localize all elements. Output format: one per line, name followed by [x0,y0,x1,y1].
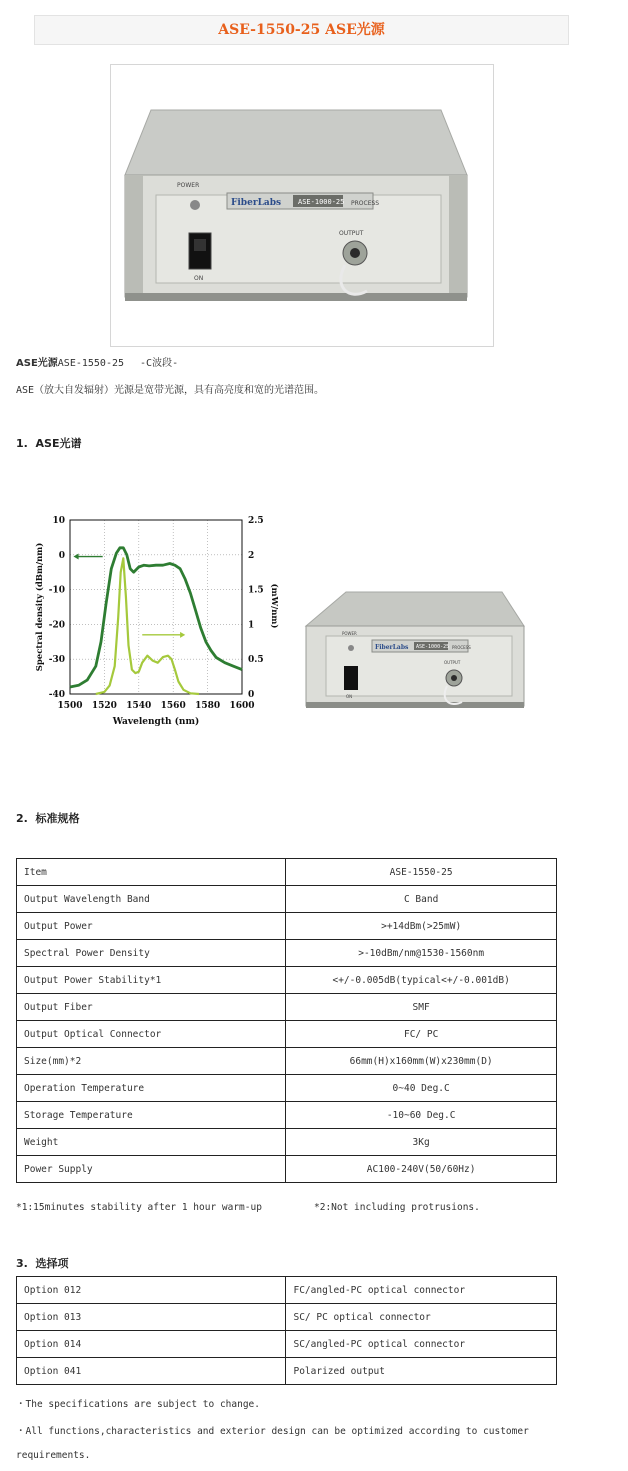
spec-row [17,1048,557,1075]
spec-value-cell: FC/ PC [286,1021,557,1048]
spec-label-cell: Power Supply [17,1156,286,1183]
page-title: ASE-1550-25 ASE光源 [34,15,569,45]
spec-note-2: *2:Not including protrusions. [314,1202,480,1213]
svg-text:PROCESS: PROCESS [351,200,380,207]
option-label-cell: Option 012 [17,1277,286,1304]
product-name-rest: ASE-1550-25 -C波段- [57,358,179,369]
svg-text:POWER: POWER [342,631,357,636]
options-table [16,1276,557,1385]
option-label-cell: Option 014 [17,1331,286,1358]
svg-text:OUTPUT: OUTPUT [339,230,364,237]
spec-value-cell: >+14dBm(>25mW) [286,913,557,940]
option-row [17,1358,557,1385]
spec-value-cell: 66mm(H)x160mm(W)x230mm(D) [286,1048,557,1075]
svg-text:FiberLabs: FiberLabs [375,644,409,651]
chart-y-tick-label: -40 [48,690,65,700]
footer-note-1: ・The specifications are subject to change. [16,1399,260,1410]
product-name-line [16,354,178,369]
chart-y-tick-label: -20 [48,620,65,631]
ase-spectrum-chart [20,508,280,728]
section-1-heading [16,435,81,451]
spec-row [17,1156,557,1183]
section-2-heading [16,810,80,826]
spec-value-cell: -10~60 Deg.C [286,1102,557,1129]
spec-label-cell: Output Power [17,913,286,940]
option-value-cell: Polarized output [286,1358,557,1385]
spec-label-cell: Size(mm)*2 [17,1048,286,1075]
spec-label-cell: Output Optical Connector [17,1021,286,1048]
chart-series-line-dbm [70,548,242,687]
option-value-cell: SC/angled-PC optical connector [286,1331,557,1358]
section-3-number: 3. [16,1257,28,1270]
spec-value-cell: 3Kg [286,1129,557,1156]
chart-y-tick-label: -30 [48,655,65,666]
spec-value-cell: <+/-0.005dB(typical<+/-0.001dB) [286,967,557,994]
spec-row [17,1102,557,1129]
spec-value-cell: >-10dBm/nm@1530-1560nm [286,940,557,967]
section-1-number: 1. [16,437,28,450]
spec-row [17,967,557,994]
svg-text:PROCESS: PROCESS [452,645,471,650]
spec-row [17,1021,557,1048]
ase-device-small-image [302,590,532,714]
footer-note-2: ・All functions,characteristics and exterior design can be optimized according to customer [16,1426,529,1437]
spec-row [17,886,557,913]
ase-light-source-device-image [111,65,493,346]
product-description: ASE（放大自发辐射）光源是宽带光源，具有高亮度和宽的光谱范围。 [16,385,325,396]
spec-row [17,940,557,967]
chart-y2-tick-label: 2 [248,550,255,561]
chart-x-tick-label: 1520 [91,701,117,711]
spec-label-cell: Item [17,859,286,886]
spec-label-cell: Output Power Stability*1 [17,967,286,994]
spec-row [17,1075,557,1102]
spec-label-cell: Operation Temperature [17,1075,286,1102]
chart-y-tick-label: 0 [58,550,65,561]
section-2-number: 2. [16,812,28,825]
section-3-title: 选择项 [35,1257,69,1270]
section-3-heading [16,1255,69,1271]
chart-y2-tick-label: 0.5 [248,655,264,666]
chart-x-tick-label: 1600 [229,701,255,711]
spec-value-cell: C Band [286,886,557,913]
option-row [17,1304,557,1331]
option-value-cell: SC/ PC optical connector [286,1304,557,1331]
spec-row [17,994,557,1021]
spec-row [17,1129,557,1156]
spec-label-cell: Weight [17,1129,286,1156]
spec-value-cell: AC100-240V(50/60Hz) [286,1156,557,1183]
chart-x-tick-label: 1500 [57,701,83,711]
chart-x-tick-label: 1560 [160,701,186,711]
product-image-frame [110,64,494,347]
chart-x-tick-label: 1540 [126,701,152,711]
svg-text:ASE-1000-25: ASE-1000-25 [416,644,450,650]
chart-y2-tick-label: 1.5 [248,585,264,596]
chart-y-axis-label: Spectral density (dBm/nm) [35,542,45,672]
chart-y2-axis-label: (mW/nm) [269,583,279,629]
spec-value-cell: ASE-1550-25 [286,859,557,886]
option-row [17,1277,557,1304]
chart-y2-tick-label: 0 [248,690,255,700]
chart-y2-tick-label: 1 [248,620,255,631]
spec-row [17,859,557,886]
svg-text:POWER: POWER [177,182,200,189]
spec-value-cell: SMF [286,994,557,1021]
option-row [17,1331,557,1358]
svg-text:ASE-1000-25: ASE-1000-25 [298,198,345,206]
spec-label-cell: Output Fiber [17,994,286,1021]
chart-arrow-right-head [180,632,185,638]
chart-arrow-left-head [73,554,78,560]
spec-row [17,913,557,940]
svg-text:ON: ON [194,275,204,282]
chart-x-tick-label: 1580 [195,701,221,711]
spec-table [16,858,557,1183]
option-label-cell: Option 041 [17,1358,286,1385]
footer-note-3: requirements. [16,1450,91,1461]
chart-x-axis-label: Wavelength (nm) [112,717,200,727]
spec-label-cell: Spectral Power Density [17,940,286,967]
section-1-title: ASE光谱 [35,437,82,450]
spec-label-cell: Storage Temperature [17,1102,286,1129]
chart-y-tick-label: 10 [52,516,65,526]
section-2-title: 标准规格 [35,812,80,825]
option-label-cell: Option 013 [17,1304,286,1331]
spec-note-1: *1:15minutes stability after 1 hour warm-up [16,1202,262,1213]
spec-label-cell: Output Wavelength Band [17,886,286,913]
svg-text:ON: ON [346,694,353,699]
svg-text:OUTPUT: OUTPUT [444,660,461,665]
svg-text:FiberLabs: FiberLabs [231,198,282,208]
product-name-bold: ASE光源 [16,358,58,369]
option-value-cell: FC/angled-PC optical connector [286,1277,557,1304]
chart-y-tick-label: -10 [48,585,65,596]
chart-y2-tick-label: 2.5 [248,516,264,526]
spec-value-cell: 0~40 Deg.C [286,1075,557,1102]
